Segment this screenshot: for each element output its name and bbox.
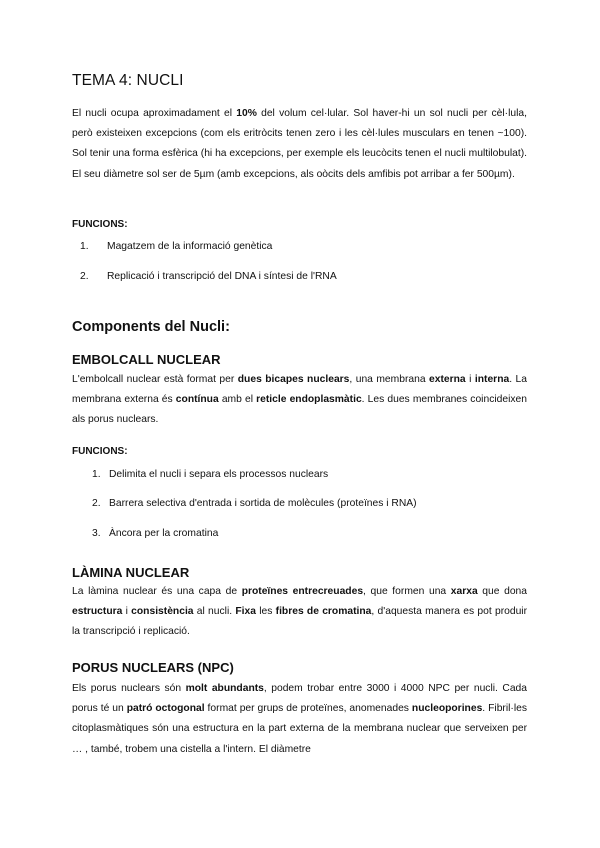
funcions-heading-1: FUNCIONS: (72, 219, 128, 230)
intro-paragraph: El nucli ocupa aproximadament el 10% del volum cel·lular. Sol haver-hi un sol nucli per cèl·lula, però existeixen excepcions (com els eritròcits tenen zero i les cèl·lules musculars en tenen ~100). Sol tenir una forma esfèrica (hi ha excepcions, per exemple els leucòcits tenen el nucli multilobulat). El seu diàmetre sol ser de 5µm (amb excepcions, als oòcits dels amfibis pot arribar a fer 500µm). (72, 108, 528, 180)
funcions-heading-2: FUNCIONS: (72, 446, 128, 457)
embolcall-heading: EMBOLCALL NUCLEAR (72, 352, 221, 367)
components-heading: Components del Nucli: (72, 319, 230, 335)
lamina-paragraph: La làmina nuclear és una capa de proteïnes entrecreuades, que formen una xarxa que dona estructura i consistència al nucli. Fixa les fibres de cromatina, d'aquesta manera es pot produir la transcripció i replicació. (72, 586, 528, 638)
porus-paragraph: Els porus nuclears són molt abundants, podem trobar entre 3000 i 4000 NPC per nucli. Cada porus té un patró octogonal format per grups de proteïnes, anomenades nucleoporines. Fibril·les citoplasmàtiques són una estructura en la part externa de la membrana nuclear que serveixen per … , també, trobem una cistella a l'intern. El diàmetre (72, 683, 528, 755)
embolcall-paragraph: L'embolcall nuclear està format per dues bicapes nuclears, una membrana externa i interna. La membrana externa és contínua amb el reticle endoplasmàtic. Les dues membranes coincideixen als porus nuclears. (72, 374, 527, 426)
porus-heading: PORUS NUCLEARS (NPC) (72, 660, 234, 675)
document-page: TEMA 4: NUCLI El nucli ocupa aproximadament el 10% del volum cel·lular. Sol haver-hi un sol nucli per cèl·lula, però existeixen excepcions (com els eritròcits tenen zero i les cèl·lules musculars en tenen ~100). Sol tenir una forma esfèrica (hi ha excepcions, per exemple els leucòcits tenen el nucli multilobulat). El seu diàmetre sol ser de 5µm (amb excepcions, als oòcits dels amfibis pot arribar a fer 500µm). FUNCIONS: 1. Magatzem de la informació genètica 2. Replicació i transcripció del DNA i síntesi de l'RNA Components del Nucli: EMBOLCALL NUCLEAR L'embolcall nuclear està format per dues bicapes nuclears, una membrana externa i interna. La membrana externa és contínua amb el reticle endoplasmàtic. Les dues membranes coincideixen als porus nuclears. FUNCIONS: 1. Delimita el nucli i separa els processos nuclears 2. Barrera selectiva d'entrada i sortida de molècules (proteïnes i RNA) 3. Àncora per la cromatina LÀMINA NUCLEAR La làmina nuclear és una capa de proteïnes entrecreuades, que formen una xarxa que dona estructura i consistència al nucli. Fixa les fibres de cromatina, d'aquesta manera es pot produir la transcripció i replicació. PORUS NUCLEARS (NPC) Els porus nuclears són molt abundants, podem trobar entre 3000 i 4000 NPC per nucli. Cada porus té un patró octogonal format per grups de proteïnes, anomenades nucleoporines. Fibril·les citoplasmàtiques són una estructura en la part externa de la membrana nuclear que serveixen per … , també, trobem una cistella a l'intern. El diàmetre (0, 0, 600, 848)
page-title: TEMA 4: NUCLI (72, 72, 184, 89)
lamina-heading: LÀMINA NUCLEAR (72, 565, 190, 580)
